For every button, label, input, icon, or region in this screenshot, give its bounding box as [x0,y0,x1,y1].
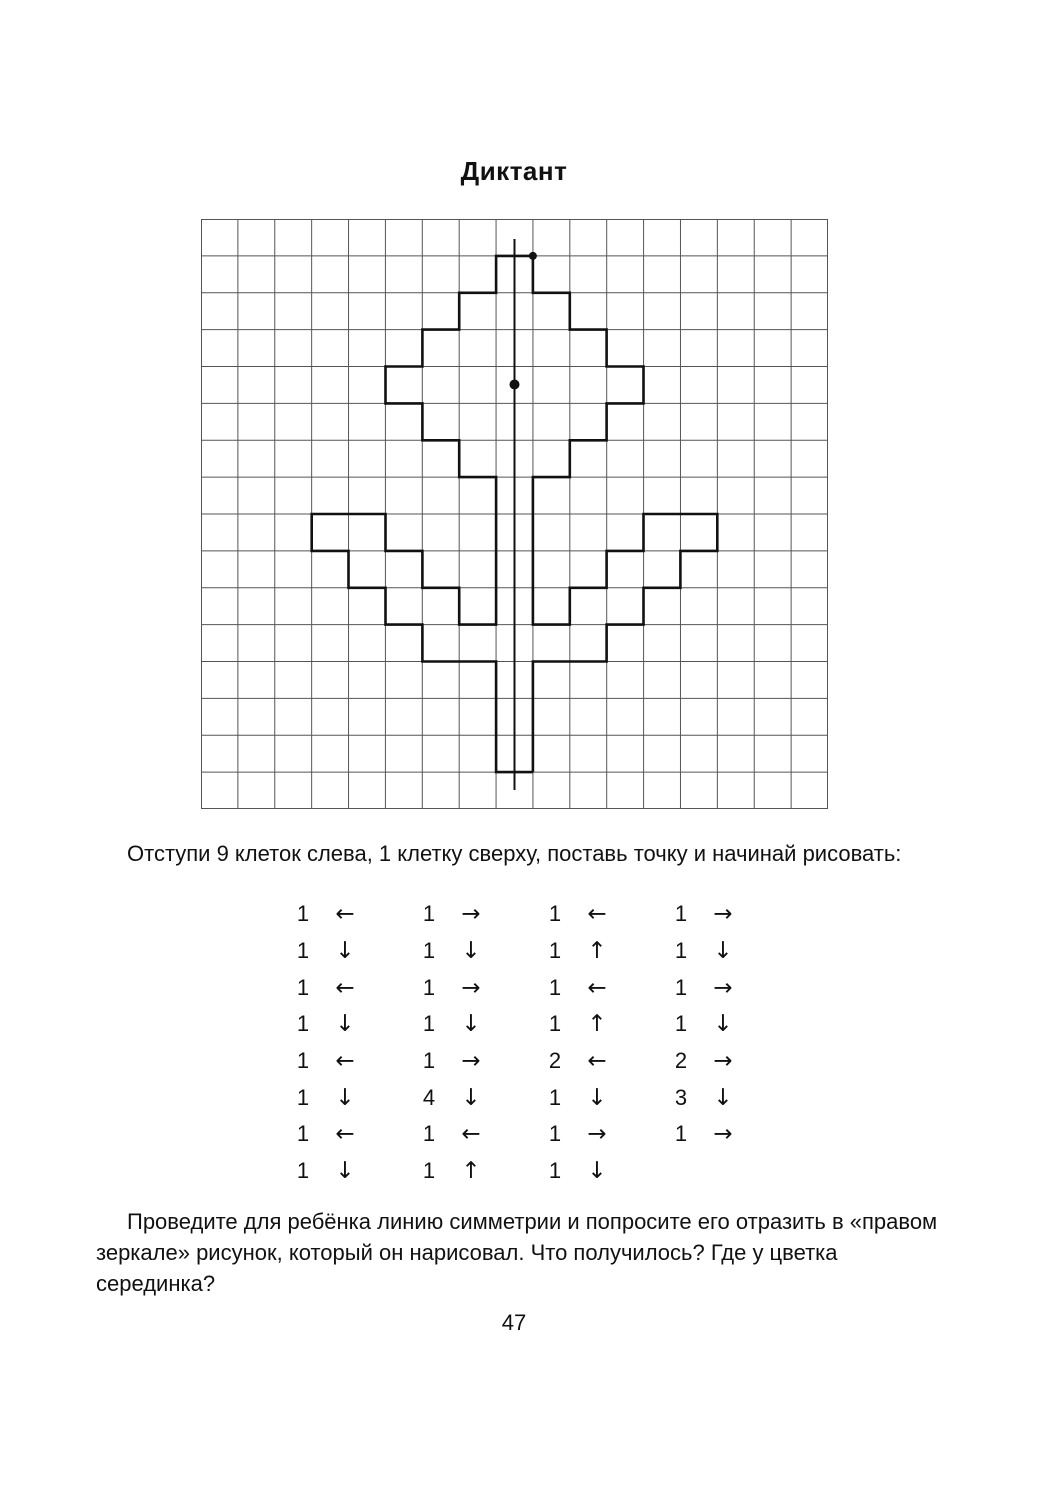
command-step [664,1048,790,1074]
direction-arrow-icon: ↑ [461,1158,481,1185]
command-step [538,1048,664,1074]
command-step [286,975,412,1001]
command-step [664,1011,790,1037]
step-count: 2 [674,1048,688,1074]
direction-arrow-icon: ↓ [461,1011,481,1038]
step-count: 1 [296,1048,310,1074]
command-step [664,975,790,1001]
step-count: 1 [548,938,562,964]
command-row [286,1153,790,1190]
step-count: 1 [674,901,688,927]
direction-arrow-icon: ↓ [335,1158,355,1185]
step-count: 3 [674,1084,688,1110]
command-row [286,1079,790,1116]
direction-arrow-icon: ↓ [713,938,733,965]
direction-arrow-icon: ← [587,901,607,928]
direction-arrow-icon: ← [587,974,607,1001]
command-step [286,1158,412,1184]
page-number: 47 [501,1310,527,1335]
command-row [286,1006,790,1043]
command-step [538,975,664,1001]
step-count: 1 [422,1158,436,1184]
direction-arrow-icon: ← [335,1121,355,1148]
command-step [538,1011,664,1037]
command-step [286,1048,412,1074]
command-row [286,969,790,1006]
direction-arrow-icon: → [713,1048,733,1075]
drawing-grid [201,219,828,809]
step-count: 1 [296,1084,310,1110]
direction-arrow-icon: ↓ [587,1158,607,1185]
step-count: 1 [674,938,688,964]
direction-arrow-icon: ↑ [587,1011,607,1038]
commands-table [286,896,790,1190]
command-step [412,1158,538,1184]
start-point [529,252,537,260]
step-count: 1 [296,1158,310,1184]
direction-arrow-icon: ↓ [461,1084,481,1111]
command-step [538,938,664,964]
step-count: 1 [296,901,310,927]
command-row [286,933,790,970]
step-count: 1 [422,1121,436,1147]
command-step [664,938,790,964]
direction-arrow-icon: ↓ [713,1084,733,1111]
step-count: 2 [548,1048,562,1074]
step-count: 1 [674,1011,688,1037]
step-count: 1 [422,974,436,1000]
command-step [538,1121,664,1147]
step-count: 1 [422,1048,436,1074]
step-count: 1 [296,974,310,1000]
step-count: 1 [674,1121,688,1147]
command-step [538,1085,664,1111]
command-row [286,896,790,933]
command-step [412,938,538,964]
step-count: 1 [548,901,562,927]
command-step [412,975,538,1001]
command-row [286,1043,790,1080]
step-count: 1 [548,1121,562,1147]
direction-arrow-icon: → [461,974,481,1001]
command-step [286,1121,412,1147]
direction-arrow-icon: ← [587,1048,607,1075]
center-point [510,380,520,390]
direction-arrow-icon: ← [461,1121,481,1148]
direction-arrow-icon: ↑ [587,938,607,965]
step-count: 1 [548,974,562,1000]
command-step [286,1085,412,1111]
step-count: 1 [296,1121,310,1147]
step-count: 1 [422,1011,436,1037]
instructions-text: Отступи 9 клеток слева, 1 клетку сверху, поставь точку и начинай рисовать: [127,841,902,866]
direction-arrow-icon: ↓ [461,938,481,965]
step-count: 1 [674,974,688,1000]
command-step [412,1085,538,1111]
step-count: 1 [296,1011,310,1037]
direction-arrow-icon: → [587,1121,607,1148]
command-step [412,1121,538,1147]
direction-arrow-icon: → [713,974,733,1001]
parent-note: Проведите для ребёнка линию симметрии и попросите его отразить в «правом зеркале» рисунок, который он нарисовал. Что получилось? Где у цветка серединка? [96,1209,938,1296]
direction-arrow-icon: ← [335,974,355,1001]
direction-arrow-icon: ↓ [713,1011,733,1038]
direction-arrow-icon: ↓ [335,1084,355,1111]
command-step [286,901,412,927]
command-step [412,901,538,927]
command-step [664,901,790,927]
direction-arrow-icon: → [713,1121,733,1148]
step-count: 1 [422,938,436,964]
direction-arrow-icon: ← [335,1048,355,1075]
command-step [664,1121,790,1147]
step-count: 4 [422,1084,436,1110]
step-count: 1 [548,1011,562,1037]
direction-arrow-icon: → [461,901,481,928]
command-step [412,1048,538,1074]
command-step [286,1011,412,1037]
command-row [286,1116,790,1153]
direction-arrow-icon: ↓ [335,1011,355,1038]
command-step [412,1011,538,1037]
direction-arrow-icon: → [461,1048,481,1075]
command-step [538,901,664,927]
page-title: Диктант [460,156,568,186]
command-step [664,1085,790,1111]
command-step [538,1158,664,1184]
step-count: 1 [422,901,436,927]
direction-arrow-icon: ← [335,901,355,928]
command-step [286,938,412,964]
step-count: 1 [296,938,310,964]
step-count: 1 [548,1158,562,1184]
direction-arrow-icon: ↓ [587,1084,607,1111]
step-count: 1 [548,1084,562,1110]
direction-arrow-icon: → [713,901,733,928]
direction-arrow-icon: ↓ [335,938,355,965]
